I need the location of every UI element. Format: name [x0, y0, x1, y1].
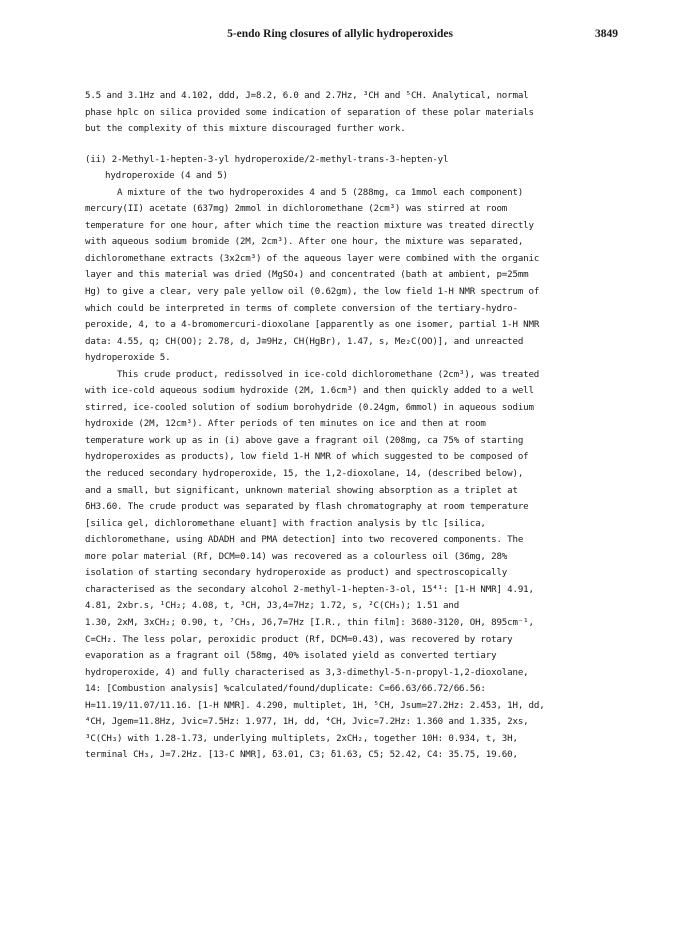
- text-line: more polar material (Rf, DCM=0.14) was recovered as a colourless oil (36mg, 28%: [85, 551, 508, 562]
- paragraph-gap: [85, 138, 615, 152]
- text-line: Hg) to give a clear, very pale yellow oil (0.62gm), the low field 1-H NMR spectrum of: [85, 287, 540, 298]
- text-line: isolation of starting secondary hydroperoxide as product) and spectroscopically: [85, 568, 508, 579]
- text-line: [silica gel, dichloromethane eluant] with fraction analysis by tlc [silica,: [85, 518, 486, 529]
- text-line: with ice-cold aqueous sodium hydroxide (2M, 1.6cm³) and then quickly added to a well: [85, 386, 534, 397]
- text-line: the reduced secondary hydroperoxide, 15, the 1,2-dioxolane, 14, (described below),: [85, 469, 524, 480]
- text-line: hydroperoxide 5.: [85, 353, 171, 364]
- article-body: [85, 88, 615, 764]
- text-line: data: 4.55, q; CH(OO); 2.78, d, J≅9Hz, CH(HgBr), 1.47, s, Me₂C(OO)], and unreacted: [85, 336, 524, 347]
- section-heading: hydroperoxide (4 and 5): [105, 171, 228, 182]
- running-title: 5-endo Ring closures of allylic hydroperoxides: [227, 28, 453, 40]
- text-line: characterised as the secondary alcohol 2-methyl-1-hepten-3-ol, 15⁴¹: [1-H NMR] 4.91,: [85, 584, 534, 595]
- page-number: 3849: [595, 28, 618, 40]
- text-line: layer and this material was dried (MgSO₄) and concentrated (bath at ambient, p=25mm: [85, 270, 529, 281]
- text-line: which could be interpreted in terms of complete conversion of the tertiary-hydro-: [85, 303, 518, 314]
- text-line: δH3.60. The crude product was separated by flash chromatography at room temperature: [85, 502, 529, 513]
- text-line: peroxide, 4, to a 4-bromomercuri-dioxolane [apparently as one isomer, partial 1-H NMR: [85, 320, 540, 331]
- text-line: temperature for one hour, after which time the reaction mixture was treated directly: [85, 220, 534, 231]
- text-line: temperature work up as in (i) above gave a fragrant oil (208mg, ca 75% of starting: [85, 435, 524, 446]
- section-heading: (ii) 2-Methyl-1-hepten-3-yl hydroperoxide/2-methyl-trans-3-hepten-yl: [85, 154, 449, 165]
- text-line: 1.30, 2xM, 3xCH₂; 0.90, t, ⁷CH₃, J6,7=7Hz [I.R., thin film]: 3680-3120, OH, 895cm⁻¹,: [85, 617, 534, 628]
- text-line: 5.5 and 3.1Hz and 4.102, ddd, J=8.2, 6.0 and 2.7Hz, ³CH and ⁵CH. Analytical, normal: [85, 91, 529, 101]
- text-line: H=11.19/11.07/11.16. [1-H NMR]. 4.290, multiplet, 1H, ⁵CH, Jsum=27.2Hz: 2.453, 1H, dd,: [85, 700, 545, 711]
- text-line: C=CH₂. The less polar, peroxidic product (Rf, DCM=0.43), was recovered by rotary: [85, 634, 513, 645]
- text-line: mercury(II) acetate (637mg) 2mmol in dichloromethane (2cm³) was stirred at room: [85, 204, 508, 215]
- text-line: and a small, but significant, unknown material showing absorption as a triplet at: [85, 485, 518, 496]
- text-line: phase hplc on silica provided some indication of separation of these polar materials: [85, 107, 534, 118]
- text-line: A mixture of the two hydroperoxides 4 and 5 (288mg, ca 1mmol each component): [117, 187, 524, 198]
- text-line: with aqueous sodium bromide (2M, 2cm³). After one hour, the mixture was separated,: [85, 237, 524, 248]
- text-line: evaporation as a fragrant oil (58mg, 40% isolated yield as converted tertiary: [85, 651, 497, 662]
- text-line: 14: [Combustion analysis] %calculated/found/duplicate: C=66.63/66.72/66.56:: [85, 684, 486, 695]
- text-line: dichloromethane extracts (3x2cm³) of the aqueous layer were combined with the organic: [85, 253, 540, 264]
- text-line: ⁴CH, Jgem=11.8Hz, Jvic=7.5Hz: 1.977, 1H, dd, ⁴CH, Jvic=7.2Hz: 1.360 and 1.335, 2xs,: [85, 717, 529, 728]
- text-line: but the complexity of this mixture discouraged further work.: [85, 124, 406, 135]
- text-line: dichloromethane, using ADADH and PMA detection] into two recovered components. The: [85, 535, 524, 546]
- text-line: hydroxide (2M, 12cm³). After periods of ten minutes on ice and then at room: [85, 419, 486, 430]
- text-line: This crude product, redissolved in ice-cold dichloromethane (2cm³), was treated: [117, 369, 540, 380]
- text-line: terminal CH₃, J=7.2Hz. [13-C NMR], δ3.01, C3; δ1.63, C5; 52.42, C4: 35.75, 19.60,: [85, 750, 518, 761]
- text-line: 4.81, 2xbr.s, ¹CH₂; 4.08, t, ³CH, J3,4=7Hz; 1.72, s, ²C(CH₃); 1.51 and: [85, 601, 460, 612]
- text-line: stirred, ice-cooled solution of sodium borohydride (0.24gm, 6mmol) in aqueous sodium: [85, 402, 534, 413]
- text-line: ³C(CH₃) with 1.28-1.73, underlying multiplets, 2xCH₂, together 10H: 0.934, t, 3H,: [85, 733, 518, 744]
- text-line: hydroperoxides as products), low field 1-H NMR of which suggested to be composed of: [85, 452, 529, 463]
- text-line: hydroperoxide, 4) and fully characterised as 3,3-dimethyl-5-n-propyl-1,2-dioxolane,: [85, 667, 529, 678]
